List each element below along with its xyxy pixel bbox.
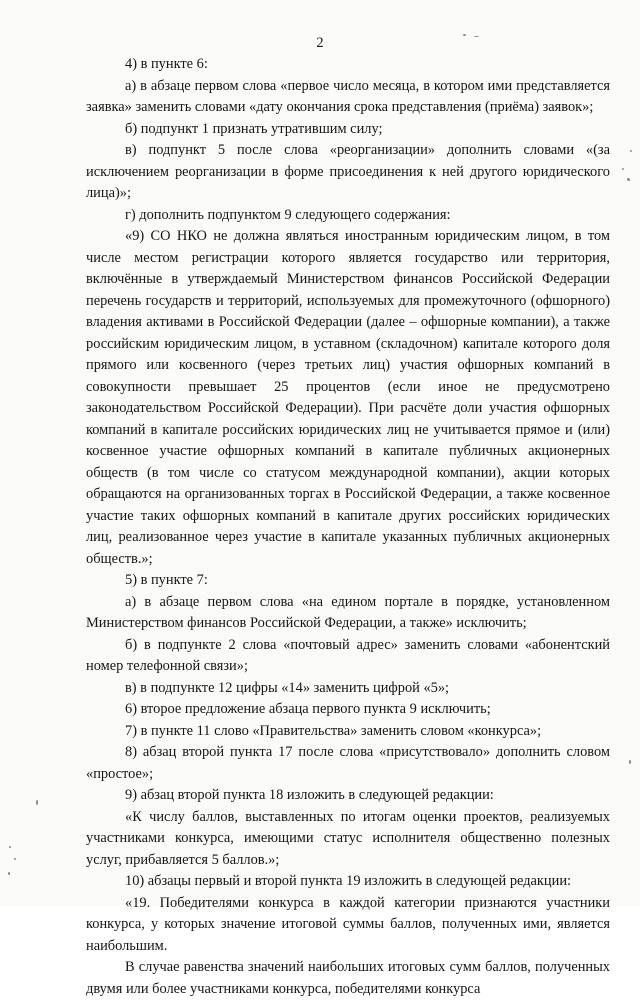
paragraph: 10) абзацы первый и второй пункта 19 изложить в следующей редакции:	[125, 873, 572, 889]
paragraph: в) в подпункте 12 цифры «14» заменить цифрой «5»;	[125, 679, 450, 696]
paragraph: «19. Победителями конкурса в каждой категории признаются участники конкурса, у которых значение итоговой суммы баллов, полученных ими, является наибольшим.	[86, 894, 610, 954]
paragraph: 6) второе предложение абзаца первого пункта 9 исключить;	[125, 701, 491, 717]
paragraph: «К числу баллов, выставленных по итогам оценки проектов, реализуемых участниками конкурса, имеющими статус исполнителя общественно полезных услуг, прибавляется 5 баллов.»;	[86, 808, 610, 868]
scan-speck	[8, 872, 10, 875]
scan-speck	[463, 34, 466, 36]
paragraph: 9) абзац второй пункта 18 изложить в следующей редакции:	[125, 787, 494, 803]
paragraph: в) подпункт 5 после слова «реорганизации» дополнить словами «(за исключением реорганизации в форме присоединения к ней другого юридического лица)»;	[86, 142, 610, 201]
paragraph: г) дополнить подпунктом 9 следующего содержания:	[125, 206, 451, 223]
scan-speck	[14, 858, 16, 860]
paragraph: 4) в пункте 6:	[125, 56, 208, 72]
paragraph: б) в подпункте 2 слова «почтовый адрес» заменить словами «абонентский номер телефонной связи»;	[86, 636, 610, 674]
paragraph: 5) в пункте 7:	[125, 572, 208, 588]
scan-speck	[629, 760, 631, 764]
scan-speck	[36, 800, 38, 805]
paragraph: б) подпункт 1 признать утратившим силу;	[125, 120, 383, 137]
paragraph: а) в абзаце первом слова «на едином портале в порядке, установленном Министерством финансов Российской Федерации, а также» исключить;	[86, 593, 610, 631]
scan-speck	[474, 36, 479, 37]
document-body	[86, 54, 610, 1000]
scan-speck	[9, 846, 11, 848]
paragraph: 7) в пункте 11 слово «Правительства» заменить словом «конкурса»;	[125, 722, 542, 739]
page-number: 2	[316, 35, 324, 51]
scan-speck	[622, 168, 624, 170]
paragraph: «9) СО НКО не должна являться иностранным юридическим лицом, в том числе местом регистрации которого является государство или территория, включённые в утверждаемый Министерством финансов Российской Федерации перечень государств и территорий, используемых для промежуточного (офшорного) владения активами в Российской Федерации (далее – офшорные компании), а также российским юридическим лицом, в уставном (складочном) капитале которого доля прямого или косвенного (через третьих лиц) участия офшорных компаний в совокупности превышает 25 процентов (если иное не предусмотрено законодательством Российской Федерации). При расчёте доли участия офшорных компаний в капитале российских юридических лиц не учитывается прямое и (или) косвенное участие офшорных компаний в капитале публичных акционерных обществ (в том числе со статусом международной компании), акции которых обращаются на организованных торгах в Российской Федерации, а также косвенное участие таких офшорных компаний в капитале других российских юридических лиц, реализованное через участие в капитале указанных публичных акционерных обществ.»;	[86, 228, 610, 567]
paragraph: В случае равенства значений наибольших итоговых сумм баллов, полученных двумя или более участниками конкурса, победителями конкурса	[86, 959, 610, 997]
scan-speck	[627, 178, 630, 181]
paragraph: 8) абзац второй пункта 17 после слова «присутствовало» дополнить словом «простое»;	[86, 744, 610, 782]
paragraph: а) в абзаце первом слова «первое число месяца, в котором ими представляется заявка» заменить словами «дату окончания срока представления (приёма) заявок»;	[86, 77, 610, 115]
scan-speck	[630, 150, 632, 152]
